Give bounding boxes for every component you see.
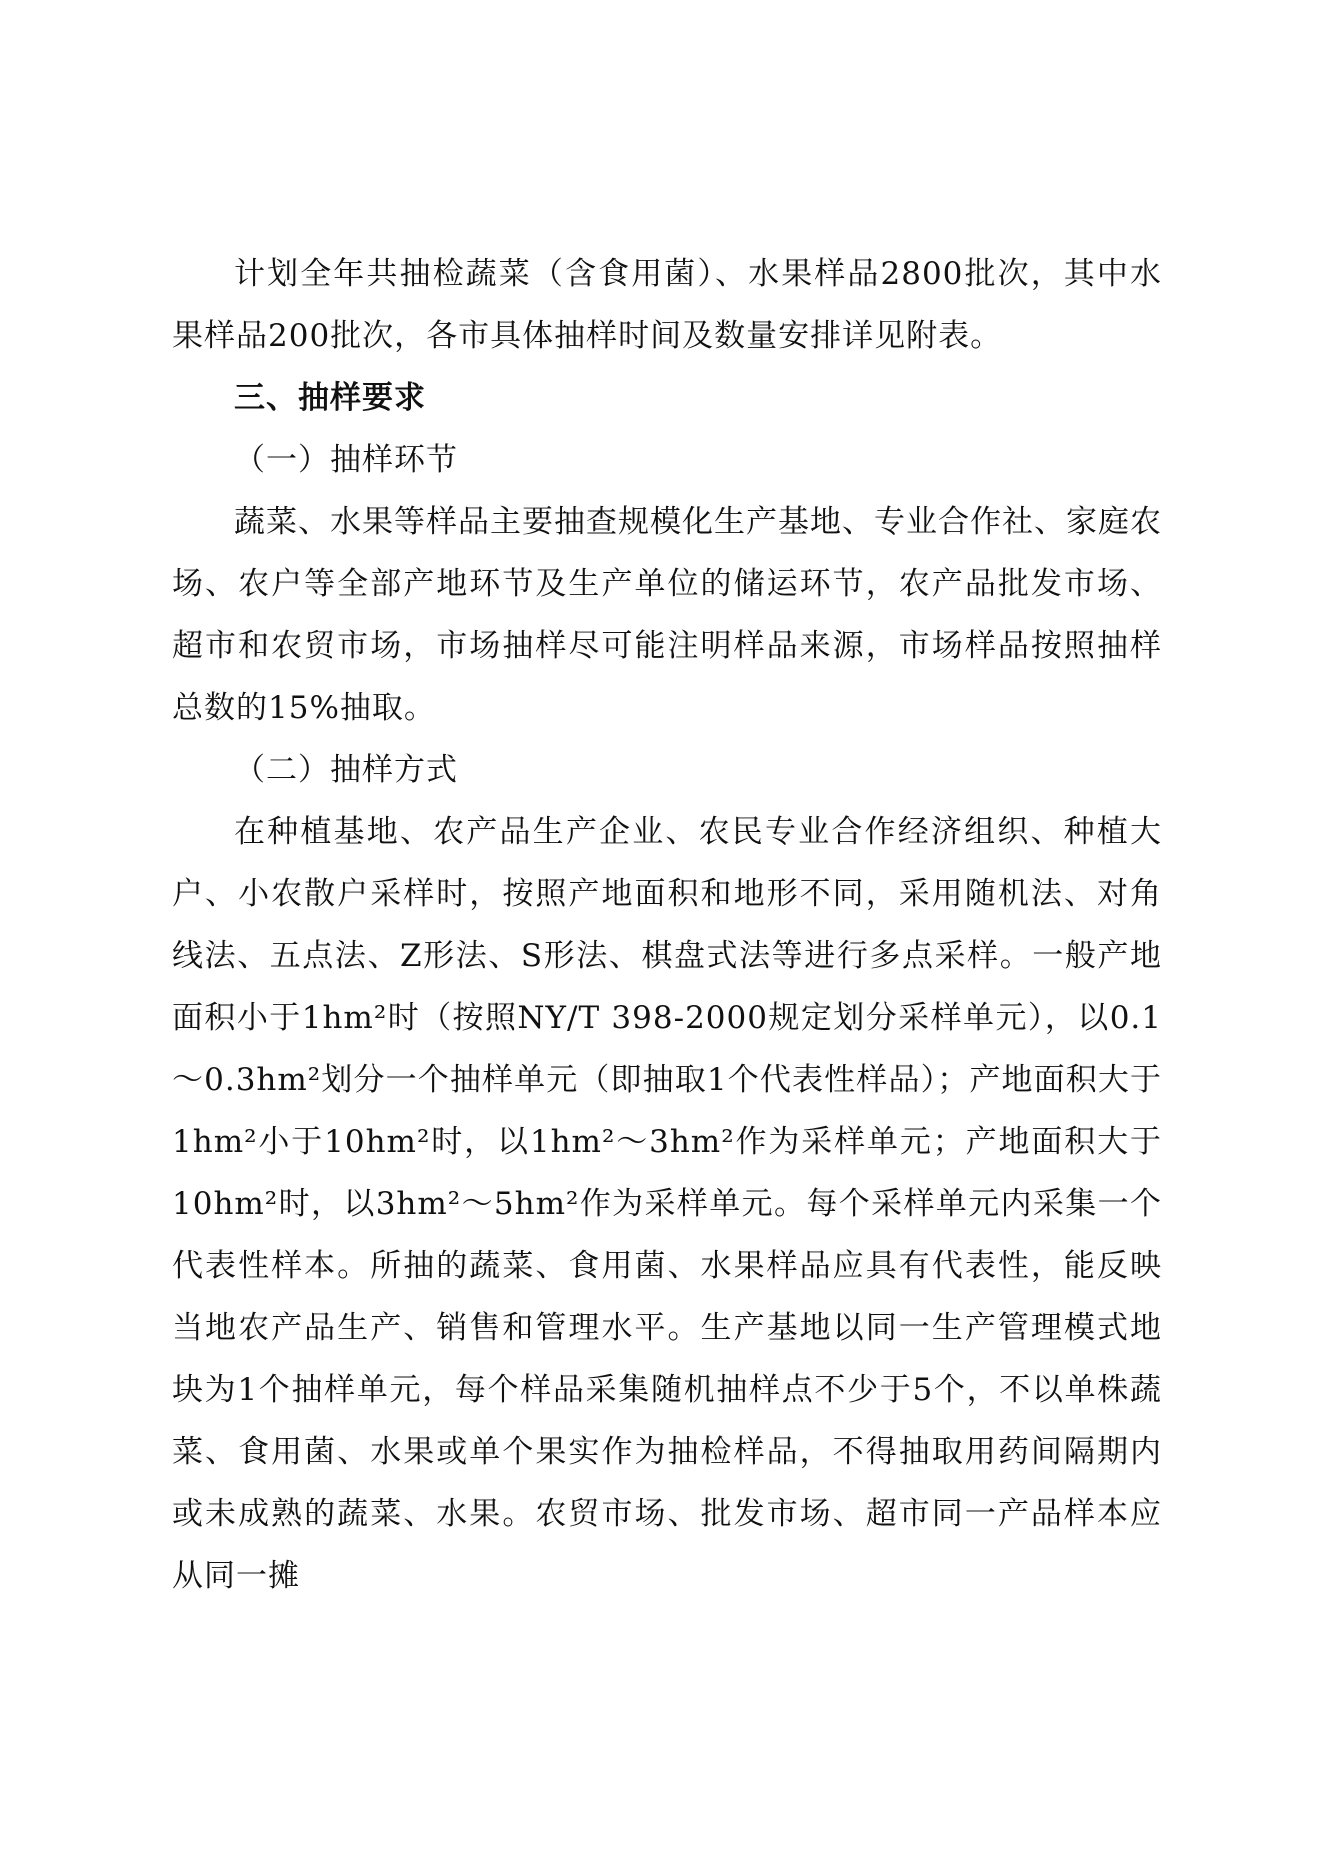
document-body — [172, 243, 1162, 1607]
section-heading-sampling-requirements: 三、抽样要求 — [234, 380, 426, 416]
subsection-heading-sampling-stages: （一）抽样环节 — [234, 442, 458, 478]
paragraph-sampling-methods: 在种植基地、农产品生产企业、农民专业合作经济组织、种植大户、小农散户采样时，按照产地面积和地形不同，采用随机法、对角线法、五点法、Z形法、S形法、棋盘式法等进行多点采样。一般产地面积小于1hm²时（按照NY/T 398-2000规定划分采样单元），以0.1～0.3hm²划分一个抽样单元（即抽取1个代表性样品）；产地面积大于1hm²小于10hm²时，以1hm²～3hm²作为采样单元；产地面积大于10hm²时，以3hm²～5hm²作为采样单元。每个采样单元内采集一个代表性样本。所抽的蔬菜、食用菌、水果样品应具有代表性，能反映当地农产品生产、销售和管理水平。生产基地以同一生产管理模式地块为1个抽样单元，每个样品采集随机抽样点不少于5个，不以单株蔬菜、食用菌、水果或单个果实作为抽检样品，不得抽取用药间隔期内或未成熟的蔬菜、水果。农贸市场、批发市场、超市同一产品样本应从同一摊 — [172, 814, 1162, 1594]
paragraph-plan-summary: 计划全年共抽检蔬菜（含食用菌）、水果样品2800批次，其中水果样品200批次，各市具体抽样时间及数量安排详见附表。 — [172, 256, 1162, 354]
subsection-heading-sampling-methods: （二）抽样方式 — [234, 752, 458, 788]
paragraph-sampling-stages: 蔬菜、水果等样品主要抽查规模化生产基地、专业合作社、家庭农场、农户等全部产地环节及生产单位的储运环节，农产品批发市场、超市和农贸市场，市场抽样尽可能注明样品来源，市场样品按照抽样总数的15%抽取。 — [172, 504, 1162, 726]
